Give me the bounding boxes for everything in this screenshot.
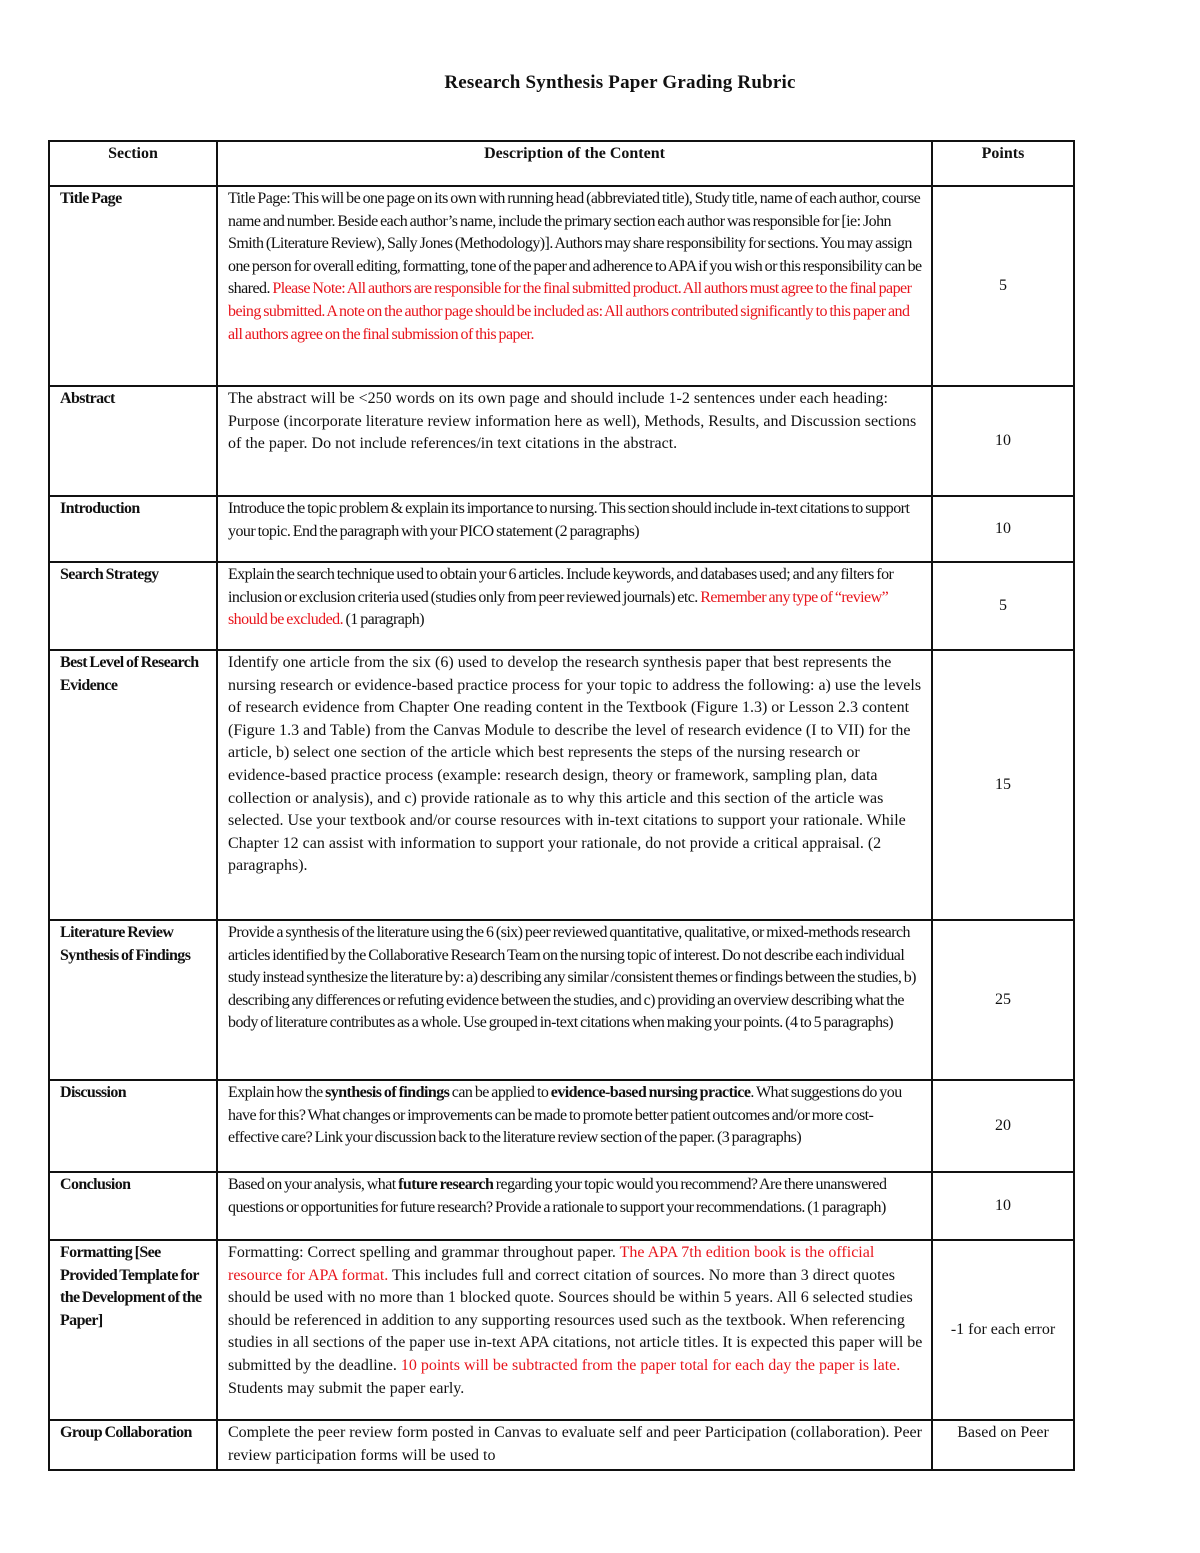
- description-text: Introduce the topic problem & explain its importance to nursing. This section should include in-text citations to support your topic. End the paragraph with your PICO statement (2 paragraphs): [228, 500, 910, 540]
- points-cell: 20: [932, 1080, 1074, 1172]
- description-cell: [217, 1240, 932, 1420]
- points-cell: 10: [932, 386, 1074, 496]
- description-cell: [217, 386, 932, 496]
- section-cell: Introduction: [49, 496, 217, 562]
- description-text: can be applied to: [449, 1084, 551, 1101]
- description-text: Title Page: This will be one page on its own with running head (abbreviated title), Study title, name of each author, course name and number. Beside each author’s name, include the primary section each author was responsible for [ie: John Smith (Literature Review), Sally Jones (Methodology)]. Authors may share responsibility for sections. You may assign one person for overall editing, formatting, tone of the paper and adherence to APA if you wish or this responsibility can be shared.: [228, 190, 922, 298]
- table-row-discussion: [49, 1080, 1074, 1172]
- description-text: Explain how the: [228, 1084, 326, 1101]
- bold-phrase: future research: [398, 1176, 494, 1193]
- description-text: regarding your topic would you recommend? Are there unanswered questions or opportunities for future research? Provide a rationale to support your recommendations. (1 paragraph): [228, 1176, 887, 1216]
- document-title: Research Synthesis Paper Grading Rubric: [444, 72, 796, 93]
- points-cell: 10: [932, 1172, 1074, 1240]
- points-cell: 15: [932, 650, 1074, 920]
- header-section: Section: [49, 141, 217, 186]
- table-row-best-level-of-evidence: [49, 650, 1074, 920]
- points-cell: 5: [932, 562, 1074, 650]
- highlighted-note: Please Note: All authors are responsible for the final submitted product. All authors must agree to the final paper being submitted. A note on the author page should be included as: All authors contributed significantly to this paper and all authors agree on the final submission of this paper.: [228, 280, 912, 343]
- section-cell: Best Level of Research Evidence: [49, 650, 217, 920]
- section-cell: Literature Review Synthesis of Findings: [49, 920, 217, 1080]
- rubric-body: [49, 186, 1074, 1470]
- points-cell: -1 for each error: [932, 1240, 1074, 1420]
- table-row-conclusion: [49, 1172, 1074, 1240]
- section-cell: Abstract: [49, 386, 217, 496]
- description-cell: [217, 186, 932, 386]
- description-cell: [217, 562, 932, 650]
- section-cell: Conclusion: [49, 1172, 217, 1240]
- header-points: Points: [932, 141, 1074, 186]
- table-row-introduction: [49, 496, 1074, 562]
- description-text: Students may submit the paper early.: [228, 1379, 465, 1397]
- description-cell: [217, 1080, 932, 1172]
- section-cell: Formatting [See Provided Template for the Development of the Paper]: [49, 1240, 217, 1420]
- description-text: Explain the search technique used to obtain your 6 articles. Include keywords, and databases used; and any filters for inclusion or exclusion criteria used (studies only from peer reviewed journals) etc.: [228, 566, 894, 606]
- points-cell: 5: [932, 186, 1074, 386]
- points-cell: Based on Peer: [932, 1420, 1074, 1470]
- description-cell: [217, 496, 932, 562]
- description-text: Identify one article from the six (6) used to develop the research synthesis paper that best represents the nursing research or evidence-based practice process for your topic to address the following: a) use the levels of research evidence from Chapter One reading content in the Textbook (Figure 1.3) or Lesson 2.3 content (Figure 1.3 and Table) from the Canvas Module to describe the level of research evidence (I to VII) for the article, b) select one section of the article which best represents the steps of the nursing research or evidence-based practice process (example: research design, theory or framework, sampling plan, data collection or analysis), and c) provide rationale as to why this article and this section of the article was selected. Use your textbook and/or course resources with in-text citations to support your rationale. While Chapter 12 can assist with information to support your rationale, do not provide a critical appraisal. (2 paragraphs).: [228, 654, 922, 875]
- description-text: The abstract will be <250 words on its own page and should include 1-2 sentences under each heading: Purpose (incorporate literature review information here as well), Methods, Results, and Discussion sections of the paper. Do not include references/in text citations in the abstract.: [228, 390, 917, 453]
- bold-phrase: evidence-based nursing practice: [550, 1084, 751, 1101]
- table-row-title-page: [49, 186, 1074, 386]
- description-cell: [217, 1172, 932, 1240]
- bold-phrase: synthesis of findings: [325, 1084, 450, 1101]
- highlighted-note: 10 points will be subtracted from the paper total for each day the paper is late.: [400, 1356, 901, 1374]
- description-text: (1 paragraph): [343, 611, 424, 629]
- table-row-abstract: [49, 386, 1074, 496]
- header-description: Description of the Content: [217, 141, 932, 186]
- points-cell: 25: [932, 920, 1074, 1080]
- grading-rubric-table: [48, 140, 1075, 1471]
- description-text: Based on your analysis, what: [228, 1176, 399, 1193]
- description-text: Provide a synthesis of the literature using the 6 (six) peer reviewed quantitative, qualitative, or mixed-methods research articles identified by the Collaborative Research Team on the nursing topic of interest. Do not describe each individual study instead synthesize the literature by: a) describing any similar /consistent themes or findings between the studies, b) describing any differences or refuting evidence between the studies, and c) providing an overview describing what the body of literature contributes as a whole. Use grouped in-text citations when making your points. (4 to 5 paragraphs): [228, 924, 916, 1032]
- table-row-literature-review: [49, 920, 1074, 1080]
- table-header-row: [49, 141, 1074, 186]
- description-text: This includes full and correct citation of sources. No more than 3 direct quotes should be used with no more than 1 blocked quote. Sources should be within 5 years. All 6 selected studies should be referenced in addition to any supporting resources used such as the textbook. When referencing studies in all sections of the paper use in-text APA citations, not article titles. It is expected this paper will be submitted by the deadline.: [228, 1266, 923, 1374]
- table-row-formatting: [49, 1240, 1074, 1420]
- highlighted-note: Remember any type of “review” should be excluded.: [228, 588, 889, 629]
- description-cell: [217, 1420, 932, 1470]
- description-cell: [217, 920, 932, 1080]
- highlighted-note: The APA 7th edition book is the official resource for APA format.: [228, 1244, 875, 1284]
- section-cell: Discussion: [49, 1080, 217, 1172]
- description-cell: [217, 650, 932, 920]
- description-text: . What suggestions do you have for this? What changes or improvements can be made to promote better patient outcomes and/or more cost-effective care? Link your discussion back to the literature review section of the paper. (3 paragraphs): [228, 1084, 902, 1147]
- description-text: Formatting: Correct spelling and grammar throughout paper.: [228, 1244, 620, 1261]
- description-text: Complete the peer review form posted in Canvas to evaluate self and peer Participation (collaboration). Peer review participation forms will be used to: [228, 1424, 922, 1464]
- section-cell: Search Strategy: [49, 562, 217, 650]
- table-row-search-strategy: [49, 562, 1074, 650]
- points-cell: 10: [932, 496, 1074, 562]
- table-row-group-collaboration: [49, 1420, 1074, 1470]
- section-cell: Group Collaboration: [49, 1420, 217, 1470]
- section-cell: Title Page: [49, 186, 217, 386]
